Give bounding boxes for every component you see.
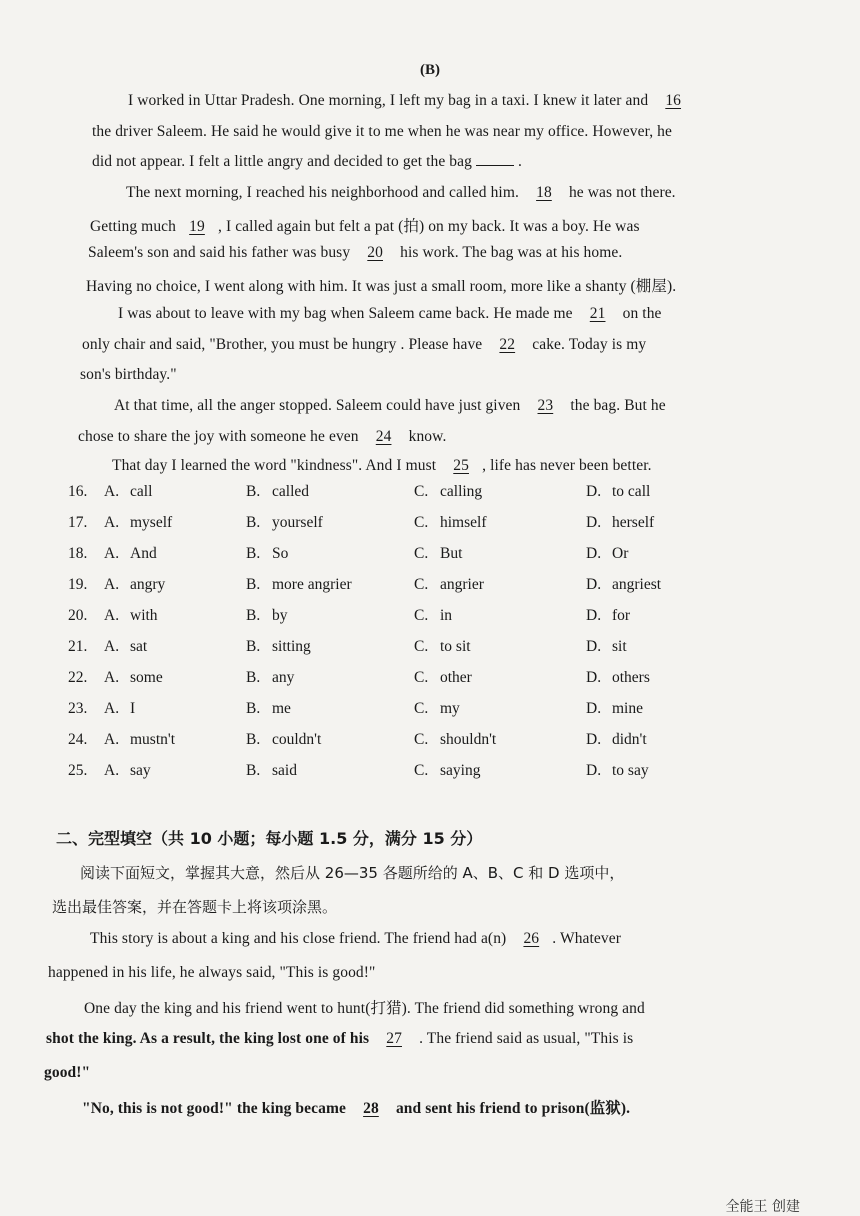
answer-option[interactable]	[104, 762, 151, 780]
passage-line: the driver Saleem. He said he would give it to me when he was near my office. However, he	[92, 123, 673, 140]
option-text: sat	[130, 638, 148, 655]
option-letter: D.	[586, 731, 602, 748]
answer-option[interactable]	[246, 762, 297, 780]
question-number: 25.	[68, 762, 88, 779]
passage-text: Saleem's son and said his father was busy	[88, 244, 351, 261]
option-letter: A.	[104, 483, 120, 500]
blank-27: 27	[386, 1030, 402, 1047]
option-letter: B.	[246, 700, 261, 717]
answer-option[interactable]	[246, 607, 288, 625]
answer-option[interactable]	[586, 731, 647, 749]
option-text: mustn't	[130, 731, 175, 748]
option-letter: A.	[104, 762, 120, 779]
section-2-heading: 二、完型填空（共 10 小题；每小题 1.5 分，满分 15 分）	[56, 829, 483, 848]
answer-option[interactable]	[104, 638, 147, 656]
answer-option[interactable]	[586, 545, 628, 563]
option-text: calling	[440, 483, 483, 500]
option-text: herself	[612, 514, 655, 531]
option-text: couldn't	[272, 731, 322, 748]
answer-option[interactable]	[586, 638, 627, 656]
section-2-instruction: 选出最佳答案，并在答题卡上将该项涂黑。	[52, 898, 338, 916]
passage-line: son's birthday."	[80, 366, 177, 383]
blank-20: 20	[367, 244, 383, 261]
option-letter: D.	[586, 762, 602, 779]
answer-option[interactable]	[246, 545, 288, 563]
answer-option[interactable]	[586, 607, 630, 625]
passage-text: . Whatever	[552, 930, 622, 947]
option-text: to sit	[440, 638, 471, 655]
question-row	[0, 731, 860, 755]
answer-option[interactable]	[104, 514, 172, 532]
option-text: sit	[612, 638, 627, 655]
passage-text: on the	[622, 305, 662, 322]
option-letter: B.	[246, 638, 261, 655]
question-row	[0, 607, 860, 631]
answer-option[interactable]	[414, 638, 471, 656]
question-number: 20.	[68, 607, 88, 624]
option-text: in	[440, 607, 453, 624]
option-text: with	[130, 607, 158, 624]
answer-option[interactable]	[104, 607, 158, 625]
answer-option[interactable]	[246, 669, 294, 687]
blank-19: 19	[189, 218, 205, 235]
question-row	[0, 669, 860, 693]
question-number: 18.	[68, 545, 88, 562]
passage-line	[126, 184, 676, 202]
option-letter: D.	[586, 638, 602, 655]
option-letter: A.	[104, 638, 120, 655]
passage-line	[118, 305, 662, 323]
option-text: So	[272, 545, 289, 562]
option-letter: C.	[414, 514, 429, 531]
option-letter: B.	[246, 731, 261, 748]
option-text: Or	[612, 545, 629, 562]
option-letter: C.	[414, 762, 429, 779]
answer-option[interactable]	[586, 700, 643, 718]
blank-24: 24	[375, 428, 392, 445]
option-letter: D.	[586, 576, 602, 593]
answer-option[interactable]	[414, 545, 462, 563]
option-letter: C.	[414, 483, 429, 500]
section-b-label: (B)	[420, 62, 440, 78]
passage-text: and sent his friend to prison(监狱).	[395, 1100, 631, 1117]
blank-18: 18	[536, 184, 552, 201]
answer-option[interactable]	[586, 762, 649, 780]
option-text: said	[272, 762, 297, 779]
option-text: called	[272, 483, 310, 500]
passage-text: did not appear. I felt a little angry and decided to get the bag	[92, 153, 472, 170]
option-letter: D.	[586, 607, 602, 624]
option-letter: D.	[586, 483, 602, 500]
answer-option[interactable]	[246, 638, 311, 656]
passage-text: he was not there.	[568, 184, 676, 201]
option-text: I	[130, 700, 136, 717]
passage-line	[128, 92, 694, 110]
passage-line	[82, 1096, 630, 1118]
passage-line	[114, 397, 666, 415]
passage-text: "No, this is not good!" the king became	[82, 1100, 346, 1117]
option-letter: C.	[414, 576, 429, 593]
option-text: angriest	[612, 576, 662, 593]
answer-option[interactable]	[104, 483, 152, 501]
option-letter: B.	[246, 483, 261, 500]
passage-text: That day I learned the word "kindness". And I must	[112, 457, 437, 474]
option-letter: C.	[414, 545, 429, 562]
question-number: 17.	[68, 514, 88, 531]
passage-line	[90, 214, 640, 236]
option-text: others	[612, 669, 650, 686]
blank-21: 21	[589, 305, 606, 322]
option-letter: A.	[104, 700, 120, 717]
option-text: some	[130, 669, 163, 686]
passage-text: chose to share the joy with someone he even	[78, 428, 359, 445]
answer-option[interactable]	[414, 514, 487, 532]
option-text: mine	[612, 700, 643, 717]
option-text: But	[440, 545, 463, 562]
passage-text: cake. Today is my	[532, 336, 647, 353]
passage-text: know.	[408, 428, 447, 445]
question-number: 24.	[68, 731, 88, 748]
blank-26: 26	[523, 930, 540, 947]
answer-option[interactable]	[104, 545, 157, 563]
passage-line	[78, 428, 446, 446]
option-text: saying	[440, 762, 481, 779]
answer-option[interactable]	[586, 483, 650, 501]
passage-text: This story is about a king and his close friend. The friend had a(n)	[90, 930, 507, 947]
option-letter: B.	[246, 669, 261, 686]
answer-option[interactable]	[414, 576, 484, 594]
passage-line: happened in his life, he always said, "This is good!"	[48, 964, 376, 981]
question-row	[0, 762, 860, 786]
passage-line	[46, 1030, 633, 1048]
passage-text: Getting much	[90, 218, 177, 235]
option-letter: A.	[104, 545, 120, 562]
question-number: 16.	[68, 483, 88, 500]
scanner-watermark: 全能王 创建	[725, 1199, 800, 1215]
option-letter: B.	[246, 545, 261, 562]
blank-23: 23	[537, 397, 554, 414]
option-text: say	[130, 762, 151, 779]
passage-text: the bag. But he	[570, 397, 666, 414]
answer-option[interactable]	[414, 762, 480, 780]
passage-text: , I called again but felt a pat (拍) on my back. It was a boy. He was	[218, 218, 640, 235]
passage-text: . The friend said as usual, "This is	[419, 1030, 634, 1047]
answer-option[interactable]	[414, 483, 482, 501]
passage-text: The next morning, I reached his neighborhood and called him.	[126, 184, 519, 201]
option-text: by	[272, 607, 288, 624]
option-text: myself	[130, 514, 173, 531]
question-number: 23.	[68, 700, 88, 717]
option-letter: C.	[414, 607, 429, 624]
option-text: any	[272, 669, 295, 686]
blank-unnumbered	[476, 153, 514, 166]
blank-28: 28	[363, 1100, 379, 1117]
option-text: more angrier	[272, 576, 352, 593]
passage-line	[92, 153, 522, 171]
option-text: my	[440, 700, 460, 717]
option-text: angrier	[440, 576, 484, 593]
answer-option[interactable]	[246, 700, 291, 718]
passage-line: Having no choice, I went along with him. It was just a small room, more like a shanty (棚屋).	[86, 278, 677, 295]
option-letter: B.	[246, 762, 261, 779]
passage-line: good!"	[44, 1064, 91, 1081]
option-letter: B.	[246, 576, 261, 593]
passage-line	[112, 457, 652, 475]
option-text: shouldn't	[440, 731, 497, 748]
option-letter: B.	[246, 514, 261, 531]
option-letter: C.	[414, 731, 429, 748]
option-text: didn't	[612, 731, 647, 748]
passage-line	[90, 930, 621, 948]
option-letter: A.	[104, 514, 120, 531]
question-row	[0, 545, 860, 569]
option-text: yourself	[272, 514, 323, 531]
option-letter: C.	[414, 638, 429, 655]
option-letter: A.	[104, 576, 120, 593]
answer-option[interactable]	[246, 576, 352, 594]
passage-line	[88, 244, 622, 262]
question-row	[0, 576, 860, 600]
option-text: other	[440, 669, 472, 686]
option-letter: A.	[104, 731, 120, 748]
passage-text: .	[517, 153, 522, 170]
question-row	[0, 638, 860, 662]
answer-option[interactable]	[104, 576, 165, 594]
answer-option[interactable]	[246, 731, 321, 749]
passage-text: shot the king. As a result, the king lost one of his	[46, 1030, 370, 1047]
answer-option[interactable]	[414, 607, 452, 625]
passage-text: his work. The bag was at his home.	[400, 244, 623, 261]
section-2-instruction: 阅读下面短文，掌握其大意，然后从 26—35 各题所给的 A、B、C 和 D 选项中，	[80, 864, 625, 882]
option-text: for	[612, 607, 631, 624]
answer-option[interactable]	[414, 731, 496, 749]
option-letter: A.	[104, 669, 120, 686]
question-number: 19.	[68, 576, 88, 593]
passage-text: only chair and said, "Brother, you must be hungry . Please have	[82, 336, 483, 353]
option-text: call	[130, 483, 153, 500]
option-text: sitting	[272, 638, 311, 655]
option-letter: D.	[586, 669, 602, 686]
answer-option[interactable]	[104, 731, 175, 749]
option-text: to say	[612, 762, 649, 779]
answer-option[interactable]	[246, 514, 323, 532]
blank-16: 16	[665, 92, 682, 109]
passage-line: One day the king and his friend went to hunt(打猎). The friend did something wrong and	[84, 1000, 645, 1017]
passage-text: I worked in Uttar Pradesh. One morning, I left my bag in a taxi. I knew it later and	[128, 92, 649, 109]
option-letter: D.	[586, 514, 602, 531]
blank-22: 22	[499, 336, 516, 353]
option-letter: C.	[414, 700, 429, 717]
answer-option[interactable]	[414, 669, 472, 687]
option-letter: D.	[586, 545, 602, 562]
passage-text: , life has never been better.	[482, 457, 652, 474]
passage-text: At that time, all the anger stopped. Saleem could have just given	[114, 397, 521, 414]
answer-option[interactable]	[586, 514, 654, 532]
option-text: me	[272, 700, 291, 717]
option-letter: D.	[586, 700, 602, 717]
answer-option[interactable]	[104, 669, 163, 687]
question-row	[0, 700, 860, 724]
question-row	[0, 483, 860, 507]
question-number: 21.	[68, 638, 88, 655]
answer-option[interactable]	[246, 483, 309, 501]
option-letter: B.	[246, 607, 261, 624]
option-text: himself	[440, 514, 487, 531]
blank-25: 25	[453, 457, 469, 474]
option-text: to call	[612, 483, 651, 500]
option-text: angry	[130, 576, 166, 593]
question-row	[0, 514, 860, 538]
answer-option[interactable]	[414, 700, 460, 718]
answer-option[interactable]	[586, 576, 661, 594]
option-text: And	[130, 545, 157, 562]
passage-line	[82, 336, 646, 354]
option-letter: C.	[414, 669, 429, 686]
passage-text: I was about to leave with my bag when Saleem came back. He made me	[118, 305, 573, 322]
option-letter: A.	[104, 607, 120, 624]
answer-option[interactable]	[586, 669, 650, 687]
question-number: 22.	[68, 669, 88, 686]
answer-option[interactable]	[104, 700, 135, 718]
